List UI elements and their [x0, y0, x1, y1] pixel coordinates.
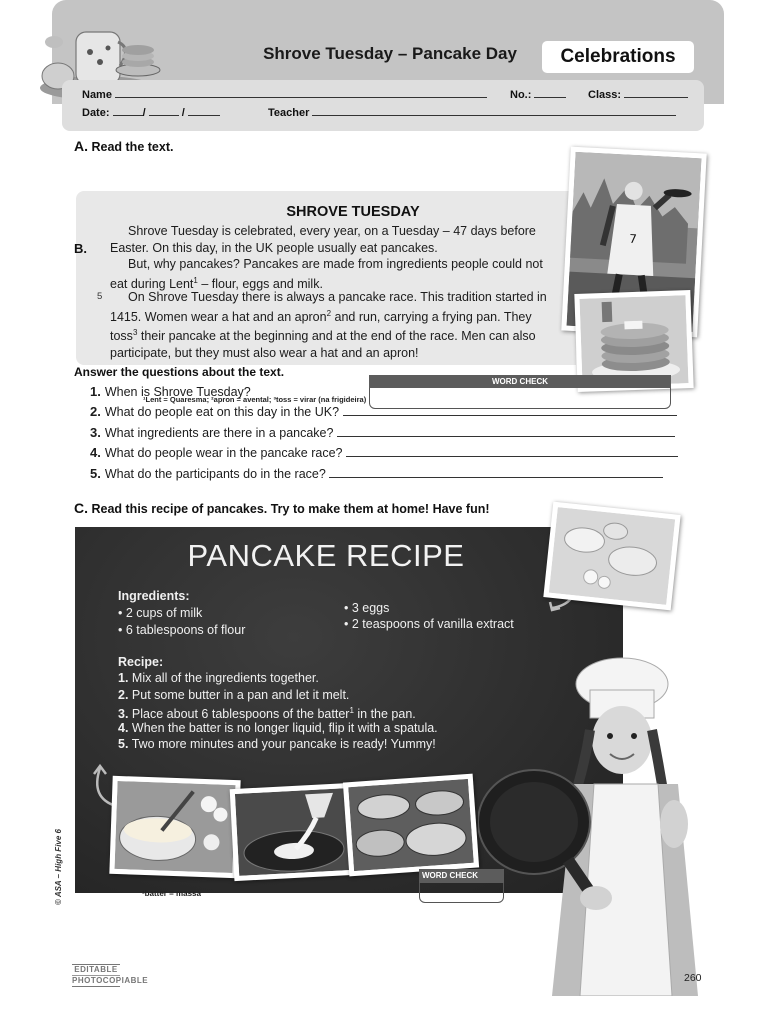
recipe-step: 5. Two more minutes and your pancake is ready! Yummy! [118, 737, 436, 751]
page-number: 260 [684, 972, 702, 984]
recipe-step: 3. Place about 6 tablespoons of the batter$^1$ in the pan. [118, 706, 416, 722]
answer-line[interactable] [337, 427, 675, 437]
reading-paragraph-2: But, why pancakes? Pancakes are made from ingredients people could not eat during Lent$^1$ – flour, eggs and milk. [110, 257, 543, 291]
line-number: 5 [97, 291, 103, 302]
answer-line[interactable] [346, 447, 678, 457]
section-a-heading: A. Read the text. [74, 138, 174, 154]
class-label: Class: [588, 89, 622, 101]
question-3: 3. What ingredients are there in a pancake? [90, 425, 675, 440]
date-month-line[interactable] [149, 106, 179, 116]
number-label: No.: [510, 89, 532, 101]
question-2: 2. What do people eat on this day in the UK? [90, 404, 677, 419]
editable-photocopiable-stamp: EDITABLE PHOTOCOPIABLE [72, 965, 149, 985]
reading-paragraph-1: Shrove Tuesday is celebrated, every year, on a Tuesday – 47 days before Easter. On this day, in the UK people usually eat pancakes. [110, 224, 536, 255]
word-check-header: WORD CHECK [369, 375, 671, 388]
name-label: Name [82, 89, 112, 101]
worksheet-title: Shrove Tuesday – Pancake Day [263, 44, 517, 63]
questions-heading: Answer the questions about the text. [74, 365, 285, 379]
mixing-bowl-photo [109, 776, 240, 878]
answer-line[interactable] [329, 468, 663, 478]
word-check-glossary: ¹batter = massa [142, 889, 201, 898]
number-line[interactable] [534, 88, 566, 98]
ingredient-item: • 6 tablespoons of flour [118, 623, 246, 637]
cooked-pancakes-photo [343, 774, 479, 877]
teacher-line[interactable] [312, 106, 676, 116]
copyright-notice: © ASA – High Five 6 [54, 829, 63, 905]
date-day-line[interactable] [113, 106, 143, 116]
number-row [510, 88, 566, 101]
question-5: 5. What do the participants do in the race? [90, 466, 663, 481]
recipe-step: 2. Put some butter in a pan and let it melt. [118, 688, 350, 702]
ingredient-item: • 3 eggs [344, 601, 390, 615]
reading-title: SHROVE TUESDAY [286, 204, 420, 220]
name-row [82, 88, 487, 101]
question-1: 1. When is Shrove Tuesday? [90, 384, 251, 399]
section-b-label: B. [74, 241, 87, 256]
reading-paragraph-3: On Shrove Tuesday there is always a pancake race. This tradition started in 1415. Women wear a hat and an apron$^2$ and run, carrying a frying pan. They toss$^3$ their pancake at the beginning and at the end of the race. Men can also participate, but they must also wear a hat and an apron! [110, 290, 547, 360]
recipe-steps-label: Recipe: [118, 655, 164, 669]
date-separator: / [181, 107, 185, 119]
svg-text:7: 7 [628, 231, 638, 247]
topic-badge: Celebrations [542, 41, 694, 73]
question-4: 4. What do people wear in the pancake race? [90, 445, 678, 460]
date-row [82, 106, 220, 119]
ingredient-item: • 2 cups of milk [118, 606, 203, 620]
pouring-batter-photo [230, 783, 357, 881]
ingredients-label: Ingredients: [118, 589, 190, 603]
date-year-line[interactable] [188, 106, 220, 116]
section-c-heading: C. Read this recipe of pancakes. Try to make them at home! Have fun! [74, 500, 490, 516]
recipe-step: 4. When the batter is no longer liquid, flip it with a spatula. [118, 721, 438, 735]
recipe-step: 1. Mix all of the ingredients together. [118, 671, 319, 685]
class-row [588, 88, 688, 101]
teacher-label: Teacher [268, 107, 310, 119]
girl-chef-illustration-icon [478, 654, 708, 996]
name-line[interactable] [115, 88, 487, 98]
class-line[interactable] [624, 88, 688, 98]
teacher-row [268, 106, 676, 119]
word-check-glossary: ¹Lent = Quaresma; ²apron = avental; ³toss = virar (na frigideira) [143, 395, 367, 404]
copyright-wrap [54, 829, 144, 917]
recipe-title: PANCAKE RECIPE [187, 538, 465, 573]
ingredients-photo [543, 502, 680, 611]
ingredient-item: • 2 teaspoons of vanilla extract [344, 617, 514, 631]
word-check-header: WORD CHECK [419, 869, 504, 883]
date-separator: / [142, 107, 146, 119]
date-label: Date: [82, 107, 110, 119]
